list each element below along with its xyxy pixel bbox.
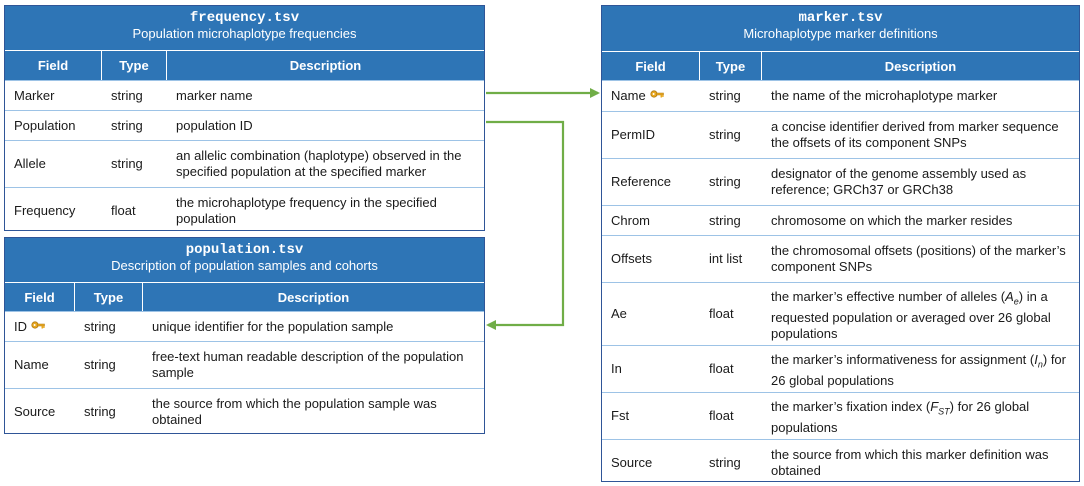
field-cell: Fst xyxy=(611,408,630,423)
description-text: the marker’s informativeness for assignment ( xyxy=(771,352,1035,367)
field-cell: Reference xyxy=(611,174,671,189)
description-cell: designator of the genome assembly used as reference; GRCh37 or GRCh38 xyxy=(771,166,1027,197)
column-description: Description xyxy=(289,58,362,73)
table-name: frequency.tsv xyxy=(189,10,300,26)
type-cell: string xyxy=(709,455,741,470)
description-cell: the source from which this marker definition was obtained xyxy=(771,447,1049,478)
type-cell: string xyxy=(84,357,116,372)
description-text: ) for 26 global populations xyxy=(771,399,1030,435)
column-type: Type xyxy=(102,51,167,80)
field-cell: Ae xyxy=(611,306,627,321)
description-text: the marker’s effective number of alleles ( xyxy=(771,289,1006,304)
type-cell: string xyxy=(709,127,741,142)
description-cell: chromosome on which the marker resides xyxy=(771,212,1013,228)
symbol-subscript: ST xyxy=(938,406,950,417)
type-cell: string xyxy=(111,117,143,133)
population-to-id-arrow xyxy=(486,122,563,325)
column-field: Field xyxy=(5,283,75,311)
field-cell: PermID xyxy=(611,127,656,142)
field-cell: Source xyxy=(14,404,56,419)
field-label: ID xyxy=(14,318,27,334)
symbol-subscript: e xyxy=(1013,296,1019,307)
symbol-subscript: n xyxy=(1037,359,1043,370)
symbol: A xyxy=(1005,289,1014,304)
field-cell: Allele xyxy=(14,156,46,171)
type-cell: string xyxy=(709,212,741,228)
type-cell: float xyxy=(111,203,136,218)
description-cell: marker name xyxy=(176,87,253,103)
table-name: marker.tsv xyxy=(798,10,883,26)
description-text: the marker’s fixation index ( xyxy=(771,399,931,414)
description-cell: unique identifier for the population sample xyxy=(152,318,394,334)
field-cell: Name xyxy=(14,357,49,372)
type-cell: int list xyxy=(709,251,743,266)
description-text: ) in a requested population or averaged over 26 global populations xyxy=(771,289,1051,341)
field-cell: Source xyxy=(611,455,653,470)
table-subtitle: Population microhaplotype frequencies xyxy=(132,26,357,41)
type-cell: string xyxy=(709,174,741,189)
description-text: ) for 26 global populations xyxy=(771,352,1066,388)
type-cell: float xyxy=(709,361,734,376)
field-cell: In xyxy=(611,361,622,376)
type-cell: string xyxy=(84,404,116,419)
description-cell: population ID xyxy=(176,117,253,133)
table-name: population.tsv xyxy=(185,242,304,258)
description-cell: the source from which the population sample was obtained xyxy=(152,396,437,427)
column-field: Field xyxy=(5,51,102,80)
field-cell: Marker xyxy=(14,87,55,103)
field-cell: Offsets xyxy=(611,251,652,266)
type-cell: string xyxy=(111,156,143,171)
description-cell: the chromosomal offsets (positions) of the marker’s component SNPs xyxy=(771,243,1066,274)
column-type: Type xyxy=(75,283,143,311)
field-cell: Population xyxy=(14,117,76,133)
field-cell: Frequency xyxy=(14,203,76,218)
symbol: F xyxy=(930,399,939,414)
type-cell: float xyxy=(709,408,734,423)
symbol: I xyxy=(1034,352,1038,367)
table-subtitle: Description of population samples and cohorts xyxy=(111,258,378,273)
type-cell: string xyxy=(111,87,143,103)
field-cell: Chrom xyxy=(611,212,651,228)
type-cell: string xyxy=(84,318,116,334)
description-cell: an allelic combination (haplotype) observed in the specified population at the specified marker xyxy=(176,148,462,179)
type-cell: string xyxy=(709,88,741,103)
description-cell: a concise identifier derived from marker sequence the offsets of its component SNPs xyxy=(771,119,1059,150)
column-field: Field xyxy=(602,52,700,80)
type-cell: float xyxy=(709,306,734,321)
field-label: Name xyxy=(611,88,646,103)
description-cell: free-text human readable description of the population sample xyxy=(152,349,464,380)
description-cell: the name of the microhaplotype marker xyxy=(771,88,998,103)
description-cell: the microhaplotype frequency in the specified population xyxy=(176,195,437,226)
column-description: Description xyxy=(277,289,350,305)
column-type: Type xyxy=(700,52,762,80)
table-subtitle: Microhaplotype marker definitions xyxy=(743,26,938,41)
column-description: Description xyxy=(884,58,957,74)
